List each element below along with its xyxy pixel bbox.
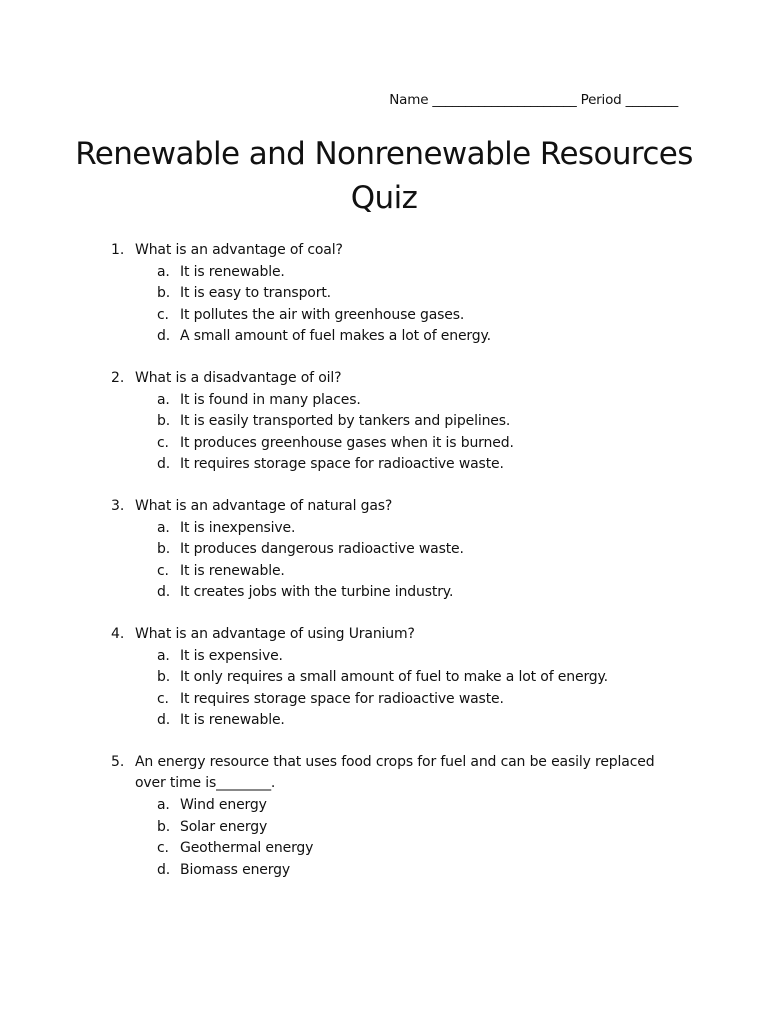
- question-text: What is an advantage of coal?: [135, 242, 343, 258]
- answer-option: [0, 411, 768, 433]
- answer-text: It requires storage space for radioactive waste.: [180, 690, 504, 707]
- question-5: [0, 752, 768, 882]
- question-1: [0, 240, 768, 348]
- answer-letter: c.: [157, 840, 169, 857]
- answer-letter: b.: [157, 541, 171, 558]
- answer-text: It produces greenhouse gases when it is burned.: [180, 434, 514, 451]
- answer-option: [0, 283, 768, 305]
- answer-letter: a.: [157, 519, 170, 536]
- answer-letter: d.: [157, 584, 171, 601]
- answer-letter: a.: [157, 391, 170, 408]
- answer-text: A small amount of fuel makes a lot of energy.: [180, 328, 491, 345]
- answer-option: [0, 582, 768, 604]
- answer-letter: a.: [157, 647, 170, 664]
- answer-text: It is found in many places.: [180, 391, 361, 408]
- answer-option: [0, 646, 768, 668]
- answer-option: [0, 838, 768, 860]
- answer-text: It is renewable.: [180, 712, 285, 729]
- answer-text: It requires storage space for radioactive waste.: [180, 456, 504, 473]
- question-text: What is a disadvantage of oil?: [135, 369, 342, 386]
- answer-letter: a.: [157, 263, 170, 280]
- answer-text: It produces dangerous radioactive waste.: [180, 541, 464, 558]
- answer-letter: d.: [157, 456, 171, 473]
- question-text: An energy resource that uses food crops for fuel and can be easily replaced over time is________.: [135, 753, 655, 792]
- answer-text: Solar energy: [180, 818, 268, 835]
- question-3: [0, 496, 768, 604]
- answer-list: [0, 390, 768, 476]
- name-period-line: [389, 92, 678, 108]
- answer-text: Biomass energy: [180, 861, 290, 878]
- answer-option: [0, 326, 768, 348]
- answer-letter: d.: [157, 861, 171, 878]
- answer-option: [0, 817, 768, 839]
- answer-text: It creates jobs with the turbine industry.: [180, 584, 454, 601]
- answer-text: It only requires a small amount of fuel to make a lot of energy.: [180, 669, 608, 686]
- title-line-1: Renewable and Nonrenewable Resources: [75, 136, 693, 172]
- answer-letter: c.: [157, 306, 169, 323]
- answer-option: [0, 454, 768, 476]
- title-line-2: Quiz: [350, 180, 418, 216]
- answer-text: It is expensive.: [180, 647, 283, 664]
- question-number: 2.: [111, 369, 125, 386]
- answer-list: [0, 646, 768, 732]
- answer-list: [0, 795, 768, 881]
- answer-text: It is renewable.: [180, 263, 285, 280]
- question-4: [0, 624, 768, 732]
- answer-letter: b.: [157, 285, 171, 302]
- answer-text: It is inexpensive.: [180, 519, 296, 536]
- answer-option: [0, 518, 768, 540]
- question-number: 3.: [111, 497, 125, 514]
- answer-letter: b.: [157, 413, 171, 430]
- question-number: 5.: [111, 753, 125, 770]
- answer-option: [0, 860, 768, 882]
- answer-option: [0, 433, 768, 455]
- name-label: Name ______________________: [389, 92, 577, 108]
- answer-list: [0, 262, 768, 348]
- answer-text: It pollutes the air with greenhouse gases.: [180, 306, 465, 323]
- answer-letter: d.: [157, 712, 171, 729]
- answer-letter: b.: [157, 669, 171, 686]
- answer-letter: c.: [157, 690, 169, 707]
- answer-option: [0, 710, 768, 732]
- question-text: What is an advantage of using Uranium?: [135, 625, 415, 642]
- answer-letter: c.: [157, 562, 169, 579]
- answer-option: [0, 795, 768, 817]
- period-label: Period ________: [580, 92, 678, 108]
- answer-option: [0, 561, 768, 583]
- question-text: What is an advantage of natural gas?: [135, 497, 393, 514]
- answer-text: Geothermal energy: [180, 840, 314, 857]
- answer-list: [0, 518, 768, 604]
- answer-text: Wind energy: [180, 797, 267, 814]
- question-number: 4.: [111, 625, 125, 642]
- page-title: [0, 132, 768, 220]
- answer-letter: a.: [157, 797, 170, 814]
- question-2: [0, 368, 768, 476]
- answer-text: It is easy to transport.: [180, 285, 331, 302]
- answer-option: [0, 667, 768, 689]
- answer-text: It is easily transported by tankers and pipelines.: [180, 413, 511, 430]
- answer-option: [0, 390, 768, 412]
- answer-option: [0, 262, 768, 284]
- answer-option: [0, 689, 768, 711]
- answer-text: It is renewable.: [180, 562, 285, 579]
- question-number: 1.: [111, 242, 125, 258]
- answer-letter: c.: [157, 434, 169, 451]
- question-list: [0, 240, 768, 901]
- answer-option: [0, 305, 768, 327]
- answer-letter: b.: [157, 818, 171, 835]
- answer-letter: d.: [157, 328, 171, 345]
- answer-option: [0, 539, 768, 561]
